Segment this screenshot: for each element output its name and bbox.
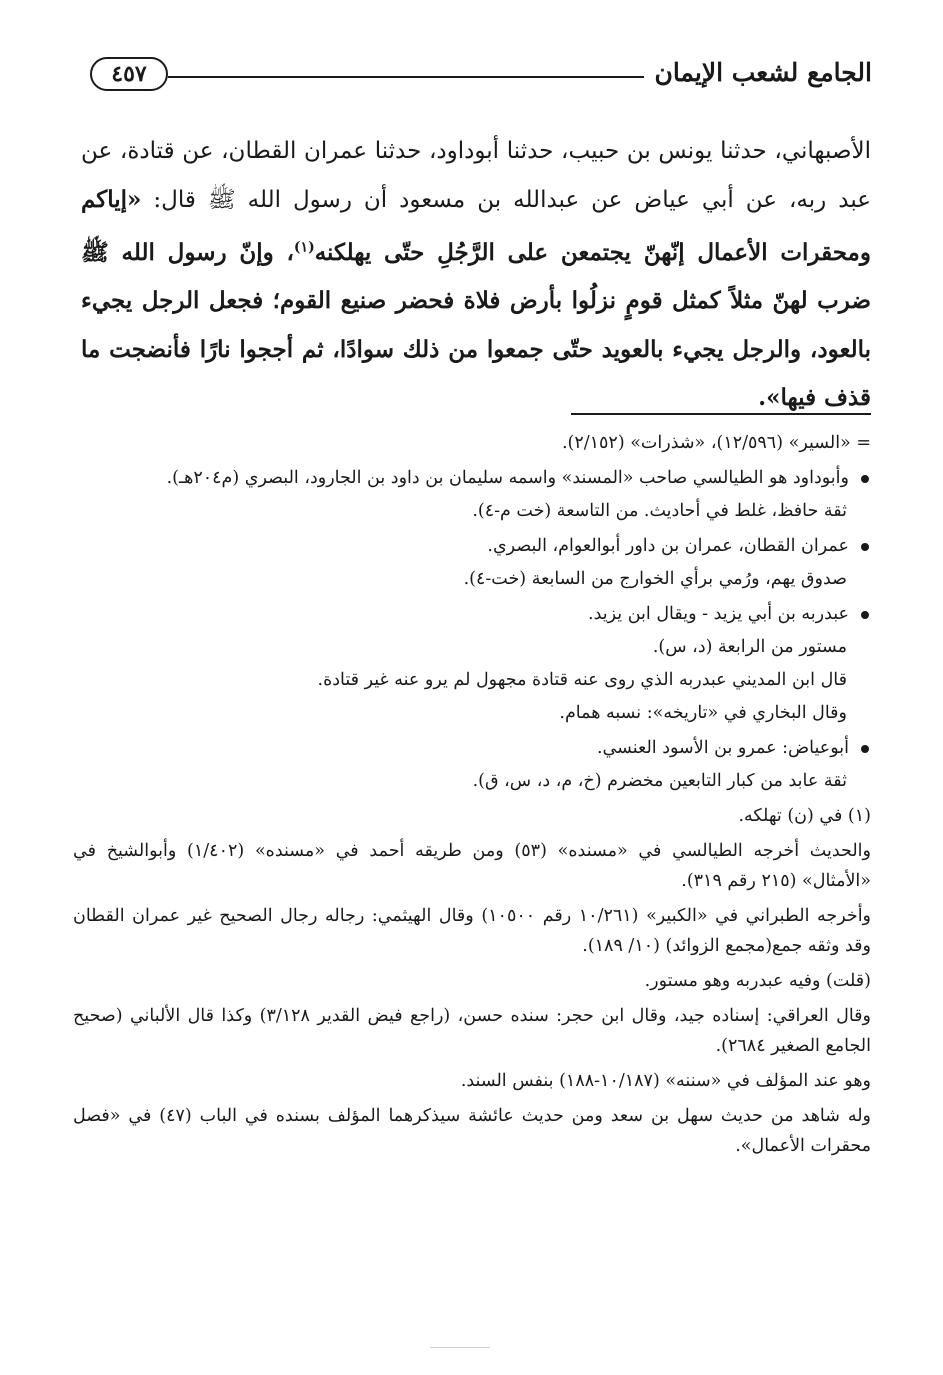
takhrij-paragraph: وأخرجه الطبراني في «الكبير» (١٠/٢٦١ رقم ١٠٥٠٠) وقال الهيثمي: رجاله رجال الصحيح غير عمران القطان وقد وثقه جمع(مجمع الزوائد) (١٠/ ١٨٩). [73, 906, 872, 956]
narrator-comment: وقال البخاري في «تاريخه»: نسبه همام. [559, 703, 847, 723]
footnote-1: (١) في (ن) تهلكه. [738, 806, 871, 826]
takhrij-paragraph: والحديث أخرجه الطيالسي في «مسنده» (٥٣) ومن طريقه أحمد في «مسنده» (١/٤٠٢) وأبوالشيخ في «الأمثال» (٢١٥ رقم ٣١٩). [73, 841, 871, 891]
narrator-entry: عبدربه بن أبي يزيد - ويقال ابن يزيد. [73, 599, 871, 629]
takhrij-paragraph: وله شاهد من حديث سهل بن سعد ومن حديث عائشة سيذكرهما المؤلف بسنده في الباب (٤٧) في «فصل محقرات الأعمال». [73, 1106, 871, 1156]
footnote-marker[interactable]: (١) [293, 239, 315, 255]
takhrij-paragraph: (قلت) وفيه عبدربه وهو مستور. [644, 971, 871, 991]
footnote-separator [571, 413, 871, 415]
page-number: ٤٥٧ [90, 57, 168, 91]
narrator-grade: مستور من الرابعة (د، س). [652, 637, 847, 657]
narrator-note [73, 531, 871, 594]
isnad-text: الأصبهاني، حدثنا يونس بن حبيب، حدثنا أبوداود، حدثنا عمران القطان، عن قتادة، عن عبد ربه، عن أبي عياض عن عبدالله بن مسعود أن رسول الله ﷺ قال: [81, 138, 871, 213]
running-title: الجامع لشعب الإيمان [654, 58, 872, 87]
bottom-mark [430, 1347, 490, 1348]
narrator-grade: صدوق يهم، ورُمي برأي الخوارج من السابعة (خت-٤). [463, 569, 847, 589]
footnotes [73, 428, 871, 1166]
narrator-note [73, 599, 871, 728]
takhrij-section [73, 836, 871, 1161]
narrator-note [73, 463, 871, 526]
narrator-grade: ثقة حافظ، غلط في أحاديث. من التاسعة (خت م-٤). [472, 501, 847, 521]
narrator-entry: عمران القطان، عمران بن داور أبوالعوام، البصري. [73, 531, 871, 561]
main-paragraph [81, 128, 871, 423]
narrator-entry: وأبوداود هو الطيالسي صاحب «المسند» واسمه سليمان بن داود بن الجارود، البصري (م٢٠٤هـ). [73, 463, 871, 493]
main-text [81, 128, 871, 423]
carry-over-note: = «السير» (١٢/٥٩٦)، «شذرات» (٢/١٥٢). [561, 433, 871, 453]
header-rule [168, 76, 644, 78]
narrator-entry: أبوعياض: عمرو بن الأسود العنسي. [73, 733, 871, 763]
hadith-part-2: ، وإنّ رسول الله ﷺ ضرب لهنّ مثلاً كمثل قومٍ نزلُوا بأرض فلاة فحضر صنيع القوم؛ فجعل الرجل يجيء بالعود، والرجل يجيء بالعويد حتّى جمعوا من ذلك سوادًا، ثم أججوا نارًا فأنضجت ما قذف فيها». [81, 238, 871, 412]
hadith-part-1: «إياكم ومحقرات الأعمال إنّهنّ يجتمعن على الرَّجُلِ حتّى يهلكنه [81, 185, 871, 266]
narrator-comment: قال ابن المديني عبدربه الذي روى عنه قتادة مجهول لم يرو عنه غير قتادة. [317, 670, 847, 690]
takhrij-paragraph: وهو عند المؤلف في «سننه» (١٠/١٨٧-١٨٨) بنفس السند. [460, 1071, 871, 1091]
takhrij-paragraph: وقال العراقي: إسناده جيد، وقال ابن حجر: سنده حسن، (راجع فيض القدير ٣/١٢٨) وكذا قال الألباني (صحيح الجامع الصغير ٢٦٨٤). [73, 1006, 871, 1056]
hadith-text [81, 186, 871, 412]
narrator-grade: ثقة عابد من كبار التابعين مخضرم (خ، م، د، س، ق). [472, 771, 847, 791]
page-header [90, 52, 872, 102]
narrator-note [73, 733, 871, 796]
